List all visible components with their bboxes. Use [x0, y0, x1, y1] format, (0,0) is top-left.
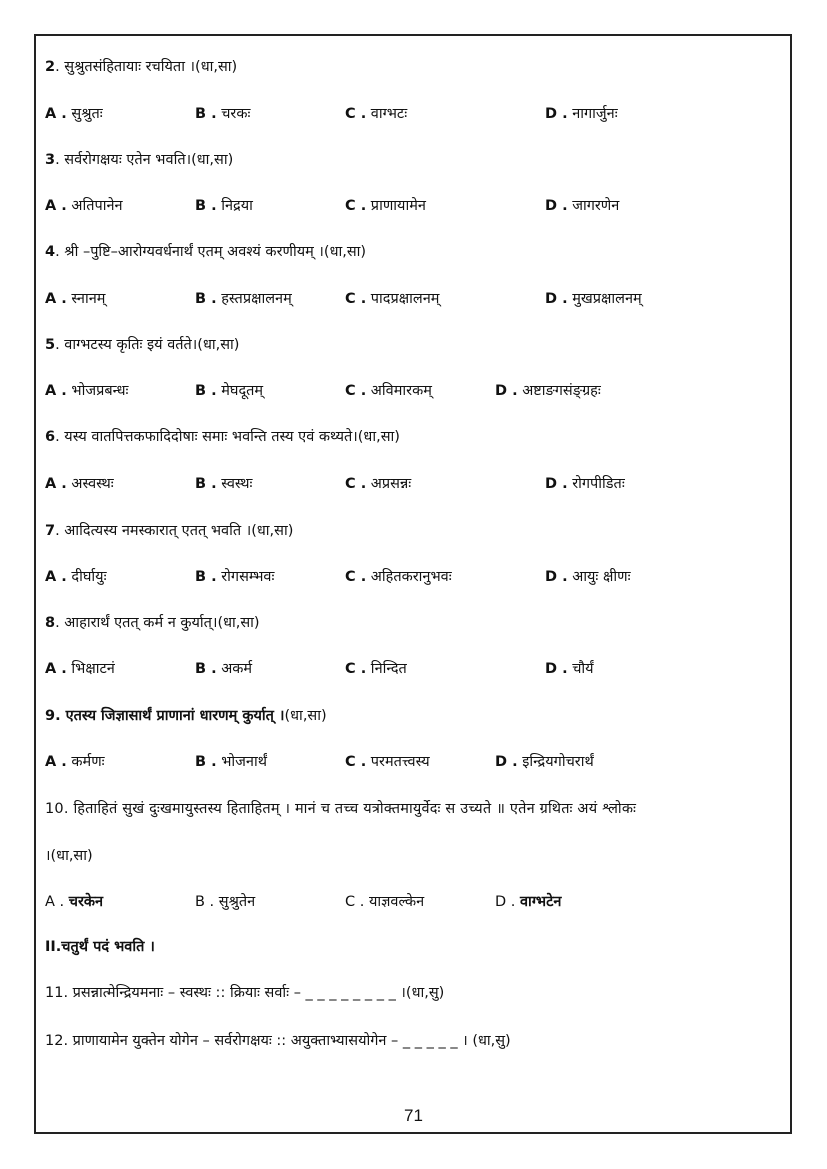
q9-option-b: B . भोजनार्थं [195, 754, 267, 770]
question-9-stem: 9. एतस्य जिज्ञासार्थं प्राणानां धारणम् कुर्यात् ।(धा,सा) [45, 708, 327, 724]
page-number: 71 [404, 1106, 423, 1125]
q10-option-d: D . वाग्भटेन [495, 894, 562, 910]
q6-option-d: D . रोगपीडितः [545, 476, 625, 492]
q2-option-c: C . वाग्भटः [345, 106, 408, 122]
q5-option-a: A . भोजप्रबन्धः [45, 383, 129, 399]
question-5-stem: 5. वाग्भटस्य कृतिः इयं वर्तते।(धा,सा) [45, 337, 240, 353]
q4-option-a: A . स्नानम् [45, 291, 106, 307]
q3-option-b: B . निद्रया [195, 198, 253, 214]
q10-option-a: A . चरकेन [45, 894, 104, 910]
q6-option-b: B . स्वस्थः [195, 476, 253, 492]
q4-option-c: C . पादप्रक्षालनम् [345, 291, 440, 307]
q8-option-a: A . भिक्षाटनं [45, 661, 115, 677]
q4-option-d: D . मुखप्रक्षालनम् [545, 291, 642, 307]
q9-option-a: A . कर्मणः [45, 754, 105, 770]
q10-option-b: B . सुश्रुतेन [195, 894, 256, 910]
question-4-stem: 4. श्री –पुष्टि–आरोग्यवर्धनार्थं एतम् अवश्यं करणीयम् ।(धा,सा) [45, 244, 367, 260]
question-12: 12. प्राणायामेन युक्तेन योगेन – सर्वरोगक्षयः :: अयुक्ताभ्यासयोगेन – _ _ _ _ _ । (धा,सु) [45, 1033, 511, 1049]
q8-option-b: B . अकर्म [195, 661, 253, 677]
q10-option-c: C . याज्ञवल्केन [345, 894, 425, 910]
q7-option-d: D . आयुः क्षीणः [545, 569, 631, 585]
question-8-stem: 8. आहारार्थं एतत् कर्म न कुर्यात्।(धा,सा) [45, 615, 260, 631]
q3-option-a: A . अतिपानेन [45, 198, 123, 214]
question-10-stem-tail: ।(धा,सा) [45, 848, 93, 864]
section-heading: II.चतुर्थं पदं भवति । [45, 939, 155, 955]
q7-option-a: A . दीर्घायुः [45, 569, 107, 585]
question-6-stem: 6. यस्य वातपित्तकफादिदोषाः समाः भवन्ति तस्य एवं कथ्यते।(धा,सा) [45, 429, 400, 445]
q2-option-d: D . नागार्जुनः [545, 106, 618, 122]
q2-option-b: B . चरकः [195, 106, 251, 122]
q9-option-c: C . परमतत्त्वस्य [345, 754, 430, 770]
question-11: 11. प्रसन्नात्मेन्द्रियमनाः – स्वस्थः :: क्रियाः सर्वाः – _ _ _ _ _ _ _ _ ।(धा,सु) [45, 985, 445, 1001]
q4-option-b: B . हस्तप्रक्षालनम् [195, 291, 292, 307]
q9-option-d: D . इन्द्रियगोचरार्थं [495, 754, 594, 770]
q8-option-d: D . चौर्यं [545, 661, 594, 677]
q5-option-c: C . अविमारकम् [345, 383, 432, 399]
q3-option-d: D . जागरणेन [545, 198, 620, 214]
q5-option-b: B . मेघदूतम् [195, 383, 264, 399]
question-3-stem: 3. सर्वरोगक्षयः एतेन भवति।(धा,सा) [45, 152, 234, 168]
question-7-stem: 7. आदित्यस्य नमस्कारात् एतत् भवति ।(धा,सा) [45, 523, 294, 539]
q8-option-c: C . निन्दित [345, 661, 407, 677]
q5-option-d: D . अष्टाङगसंङ्ग्रहः [495, 383, 601, 399]
q6-option-c: C . अप्रसन्नः [345, 476, 412, 492]
q7-option-c: C . अहितकरानुभवः [345, 569, 452, 585]
q7-option-b: B . रोगसम्भवः [195, 569, 275, 585]
q3-option-c: C . प्राणायामेन [345, 198, 426, 214]
q6-option-a: A . अस्वस्थः [45, 476, 114, 492]
question-2-stem: 2. सुश्रुतसंहितायाः रचयिता ।(धा,सा) [45, 59, 238, 75]
q2-option-a: A . सुश्रुतः [45, 106, 103, 122]
question-10-stem: 10. हिताहितं सुखं दुःखमायुस्तस्य हिताहितम् । मानं च तच्च यत्रोक्तमायुर्वेदः स उच्यते ॥ एतेन ग्रथितः अयं श्लोकः [45, 801, 637, 817]
